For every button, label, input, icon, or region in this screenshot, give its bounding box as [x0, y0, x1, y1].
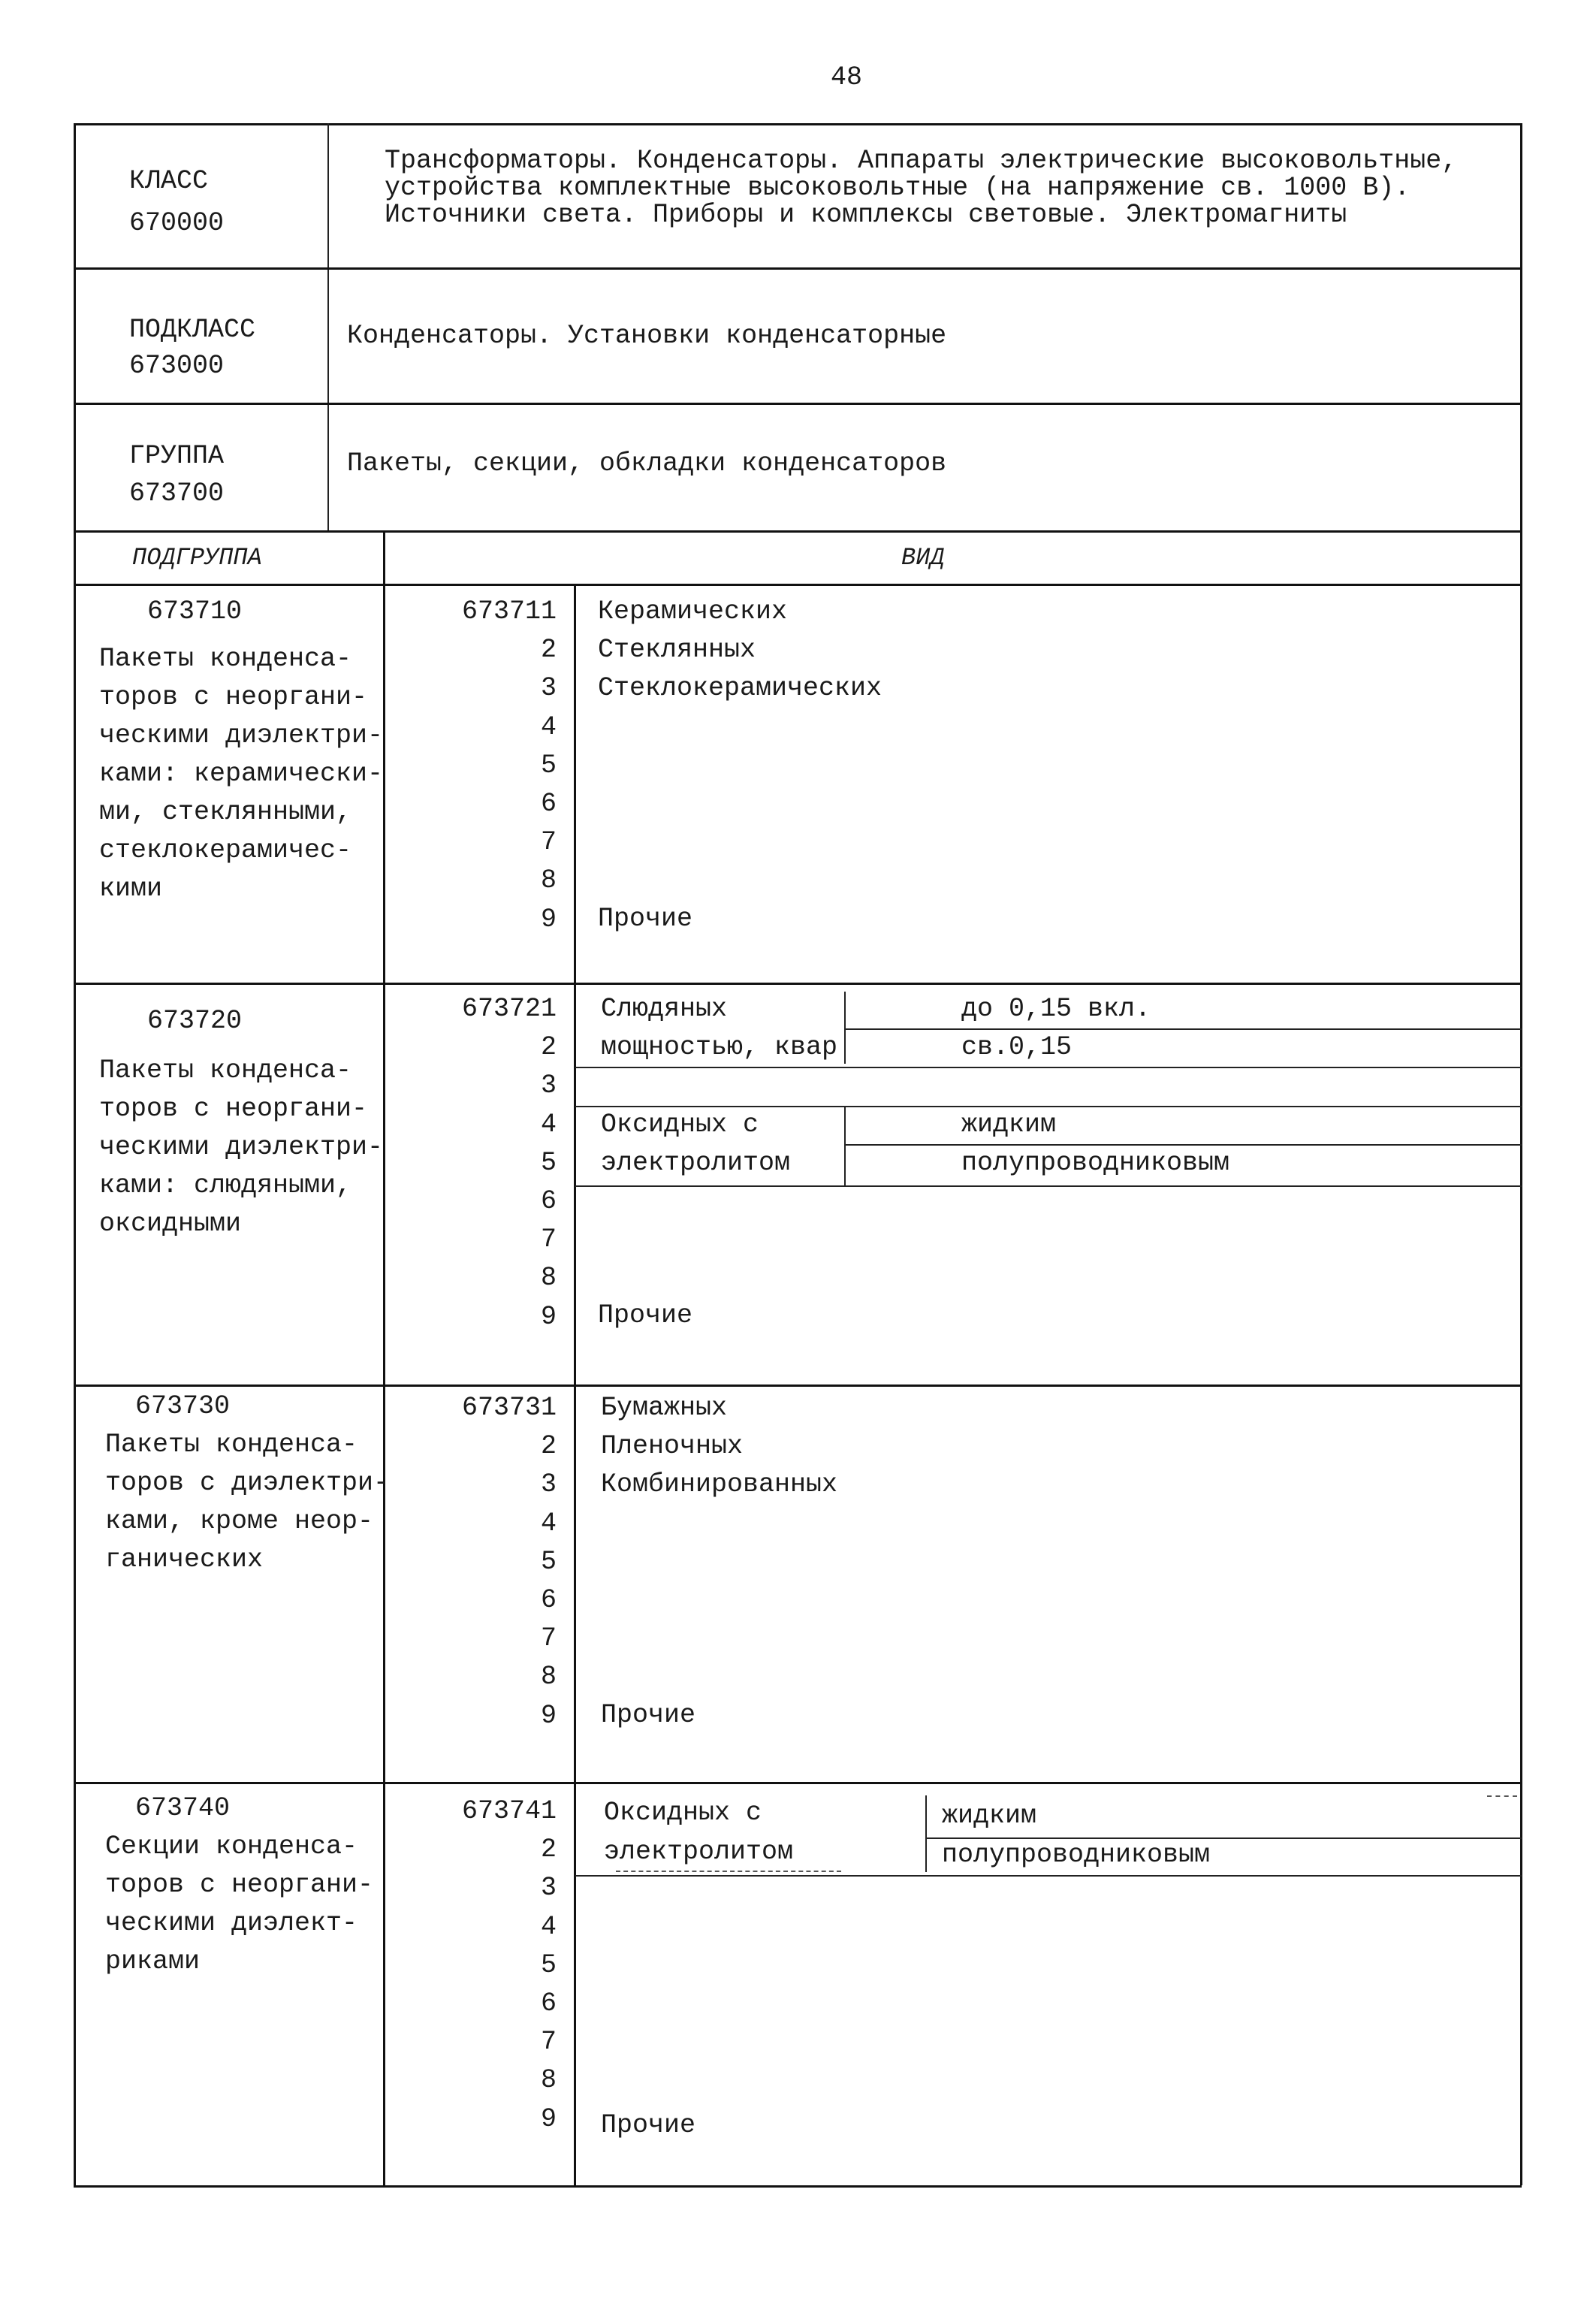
- sub-number: 8: [540, 1263, 557, 1294]
- desc-line: кими: [99, 874, 163, 904]
- desc-line: ками: слюдяными,: [99, 1170, 352, 1200]
- desc-line: стеклокерамичес-: [99, 835, 352, 865]
- desc-line: ческими диэлект-: [105, 1908, 358, 1938]
- sub-number: 6: [540, 1186, 557, 1217]
- sub-number: 9: [540, 1301, 557, 1332]
- oxide-opt-2: полупроводниковым: [961, 1148, 1230, 1178]
- page-number: 48: [831, 62, 863, 92]
- desc-line: оксидными: [99, 1209, 242, 1239]
- sub-number: 6: [540, 1988, 557, 2019]
- group-code: 673700: [129, 479, 225, 509]
- kind-item: Стеклокерамических: [598, 673, 882, 703]
- class-bottom-border: [74, 267, 1522, 270]
- mica-name: Слюдяных: [601, 994, 728, 1024]
- kind-other: Прочие: [601, 1700, 696, 1730]
- sub-number: 2: [540, 1834, 557, 1865]
- group-bottom-border: [74, 530, 1522, 533]
- first-code: 673731: [461, 1393, 557, 1423]
- desc-line: ганических: [105, 1545, 264, 1575]
- sub-number: 2: [540, 1431, 557, 1462]
- sub-number: 4: [540, 1508, 557, 1539]
- first-code: 673721: [461, 994, 557, 1024]
- sub-number: 5: [540, 1949, 557, 1980]
- kind-header: ВИД: [901, 544, 945, 572]
- code-column: [462, 593, 557, 939]
- kind-item: Стеклянных: [598, 635, 756, 665]
- subclass-text: Конденсаторы. Установки конденсаторные: [347, 321, 947, 351]
- desc-line: торов с неоргани-: [105, 1870, 374, 1900]
- kind-other: Прочие: [598, 1300, 693, 1330]
- kind-other: Прочие: [598, 904, 693, 934]
- class-description: [385, 147, 1457, 228]
- sub-number: 7: [540, 1623, 557, 1654]
- subgroup-description: [99, 640, 383, 908]
- mica-inner-line: [846, 1028, 1522, 1030]
- desc-line: торов с диэлектри-: [105, 1468, 390, 1498]
- mica-range-1: до 0,15 вкл.: [961, 994, 1151, 1024]
- oxide-divider: [925, 1795, 927, 1872]
- mica-range-2: св.0,15: [961, 1032, 1073, 1062]
- desc-line: Пакеты конденса-: [99, 1055, 352, 1086]
- sub-number: 7: [540, 1224, 557, 1255]
- group-text: Пакеты, секции, обкладки конденсаторов: [347, 448, 947, 479]
- class-line: устройства комплектные высоковольтные (на напряжение св. 1000 В).: [385, 173, 1410, 203]
- sub-number: 2: [540, 635, 557, 666]
- class-label: КЛАСС: [129, 166, 209, 196]
- oxide-opt-1: жидким: [942, 1801, 1037, 1831]
- code-column: [462, 1389, 557, 1735]
- subgroup-column-divider: [383, 530, 385, 2188]
- group-label: ГРУППА: [129, 441, 225, 471]
- mica-bottom-line: [575, 1067, 1522, 1068]
- sub-number: 4: [540, 1911, 557, 1942]
- sub-number: 3: [540, 673, 557, 704]
- header-divider: [327, 123, 329, 533]
- kind-item: Керамических: [598, 596, 788, 627]
- subgroup-code: 673730: [135, 1391, 231, 1421]
- desc-line: торов с неоргани-: [99, 682, 368, 712]
- desc-line: ками: керамически-: [99, 759, 384, 789]
- sub-number: 4: [540, 1109, 557, 1140]
- sub-number: 9: [540, 2103, 557, 2134]
- frame-left-border-upper: [74, 123, 76, 533]
- kind-item: Комбинированных: [601, 1469, 838, 1499]
- kind-item: Пленочных: [601, 1431, 744, 1461]
- subgroup-header: ПОДГРУППА: [132, 544, 262, 572]
- oxide-name: Оксидных с: [604, 1798, 762, 1828]
- desc-line: ческими диэлектри-: [99, 1132, 384, 1162]
- oxide-name: Оксидных с: [601, 1110, 759, 1140]
- sub-number: 3: [540, 1070, 557, 1101]
- subgroup-description: [105, 1828, 373, 1981]
- frame-left-border-lower: [74, 530, 76, 2188]
- mica-divider: [844, 992, 846, 1064]
- oxide-opt-2: полупроводниковым: [942, 1840, 1211, 1870]
- sub-number: 5: [540, 1546, 557, 1577]
- sub-number: 7: [540, 2027, 557, 2058]
- row-divider-1: [74, 983, 1522, 985]
- desc-line: ками, кроме неор-: [105, 1506, 374, 1536]
- oxide-opt-1: жидким: [961, 1110, 1057, 1140]
- desc-line: риками: [105, 1946, 201, 1976]
- class-line: Источники света. Приборы и комплексы световые. Электромагниты: [385, 200, 1347, 230]
- frame-bottom-border: [74, 2185, 1522, 2188]
- subgroup-description: [99, 1052, 383, 1243]
- subgroup-description: [105, 1426, 389, 1579]
- subclass-label: ПОДКЛАСС: [129, 315, 256, 345]
- sub-number: 8: [540, 1662, 557, 1693]
- kind-list: [598, 593, 882, 708]
- kind-item: Бумажных: [601, 1393, 728, 1423]
- sub-number: 5: [540, 1147, 557, 1178]
- oxide-sub: электролитом: [604, 1837, 794, 1867]
- desc-line: ческими диэлектри-: [99, 720, 384, 750]
- sub-number: 6: [540, 789, 557, 820]
- sub-number: 8: [540, 2065, 557, 2096]
- frame-top-border: [74, 123, 1522, 125]
- kind-other: Прочие: [601, 2110, 696, 2140]
- sub-number: 8: [540, 865, 557, 896]
- subgroup-code: 673740: [135, 1793, 231, 1823]
- scan-artifact-dash: [616, 1871, 841, 1872]
- sub-number: 4: [540, 711, 557, 742]
- oxide-divider: [844, 1107, 846, 1185]
- table-header-bottom-border: [74, 584, 1522, 586]
- oxide-bottom-line: [575, 1185, 1522, 1187]
- subclass-bottom-border: [74, 403, 1522, 405]
- mica-sub: мощностью, квар: [601, 1032, 838, 1062]
- subgroup-code: 673710: [147, 596, 243, 627]
- oxide-sub: электролитом: [601, 1148, 791, 1178]
- desc-line: Пакеты конденса-: [105, 1430, 358, 1460]
- desc-line: Пакеты конденса-: [99, 644, 352, 674]
- row-divider-3: [74, 1782, 1522, 1784]
- subclass-code: 673000: [129, 351, 225, 381]
- scan-artifact-dash: [1487, 1795, 1517, 1797]
- code-column: [462, 990, 557, 1336]
- oxide-bottom-line: [575, 1875, 1522, 1877]
- sub-number: 3: [540, 1873, 557, 1904]
- desc-line: ми, стеклянными,: [99, 797, 352, 827]
- class-code: 670000: [129, 208, 225, 238]
- sub-number: 2: [540, 1032, 557, 1063]
- row-divider-2: [74, 1385, 1522, 1387]
- sub-number: 7: [540, 827, 557, 858]
- sub-number: 6: [540, 1585, 557, 1616]
- desc-line: торов с неоргани-: [99, 1094, 368, 1124]
- desc-line: Секции конденса-: [105, 1831, 358, 1862]
- sub-number: 3: [540, 1469, 557, 1500]
- first-code: 673711: [461, 596, 557, 627]
- sub-number: 9: [540, 904, 557, 935]
- first-code: 673741: [461, 1796, 557, 1826]
- class-line: Трансформаторы. Конденсаторы. Аппараты электрические высоковольтные,: [385, 146, 1458, 176]
- code-column: [462, 1792, 557, 2139]
- sub-number: 9: [540, 1700, 557, 1731]
- sub-number: 5: [540, 750, 557, 781]
- subgroup-code: 673720: [147, 1006, 243, 1036]
- kind-list: [601, 1389, 837, 1504]
